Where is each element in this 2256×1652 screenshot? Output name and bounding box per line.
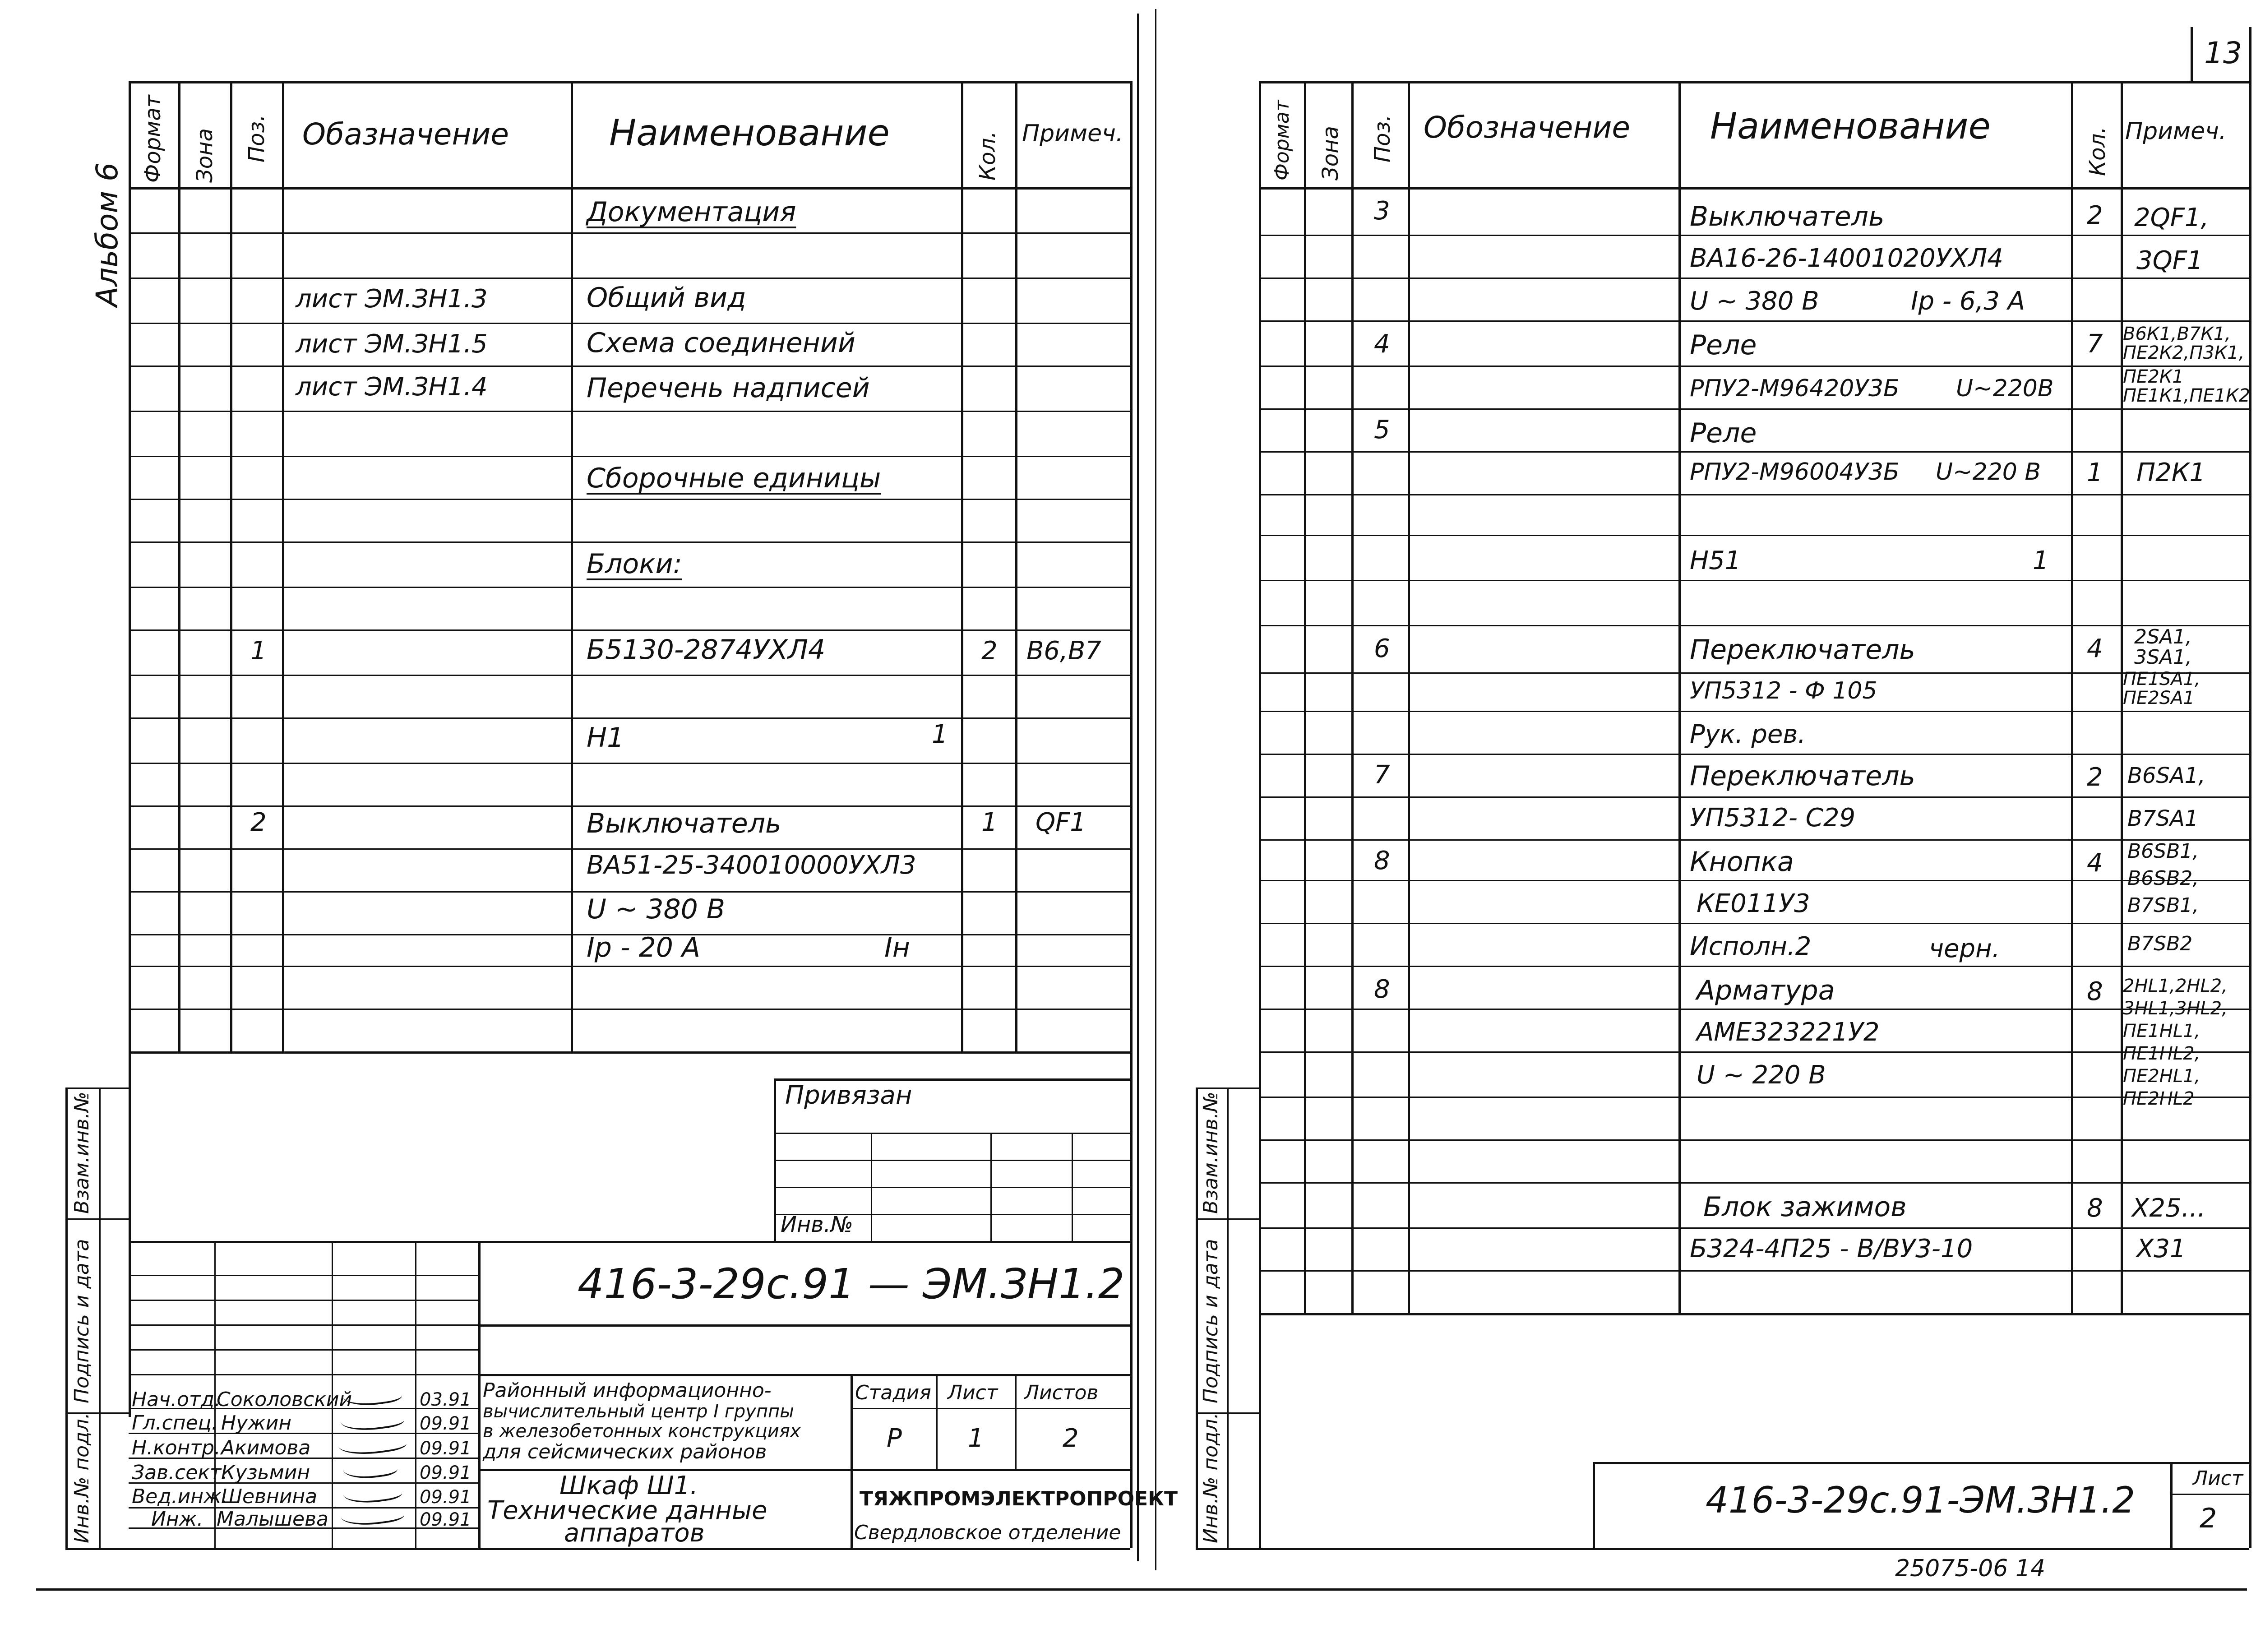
tb-row: [129, 1324, 478, 1326]
designation-cell: лист ЭМ.ЗН1.5: [296, 329, 488, 359]
name-cell: Переключатель: [1690, 760, 1915, 792]
right-col-line: [1678, 81, 1681, 1313]
tb-stage-col: [851, 1374, 853, 1548]
note-cell: В7SВ1,: [2127, 894, 2199, 917]
qty-cell: 8: [2087, 1194, 2103, 1223]
right-stamp-sheet-col: [2170, 1462, 2173, 1548]
titleblock-divider: [478, 1241, 481, 1548]
row-line: [129, 629, 1130, 631]
side-column-left: [65, 1087, 68, 1548]
name-cell: Соколовский: [217, 1388, 352, 1411]
name-cell: Шевнина: [221, 1485, 318, 1508]
row-line: [1259, 1009, 2249, 1010]
name-cell: Б5130-2874УХЛ4: [587, 634, 826, 666]
name-cell-right: U~220 В: [1936, 458, 2041, 486]
name-cell: Н1: [587, 722, 624, 754]
side-inv-podl: Инв.№ подл.: [1199, 1412, 1222, 1543]
side-line: [1196, 1087, 1259, 1089]
name-cell: ВА51-25-340010000УХЛ3: [587, 851, 916, 880]
right-frame-bottom: [1196, 1548, 2249, 1550]
pos-cell: 1: [250, 636, 267, 666]
pos-cell: 2: [250, 808, 267, 837]
row-line: [1259, 451, 2249, 453]
name-cell: Реле: [1690, 417, 1757, 449]
note-cell: 2QF1,: [2134, 203, 2209, 232]
row-line: [1259, 711, 2249, 712]
side-podpis-data: Подпись и дата: [70, 1239, 93, 1403]
row-line: [1259, 1182, 2249, 1184]
note-cell: Х25...: [2132, 1194, 2206, 1223]
org-line: для сейсмических районов: [483, 1440, 767, 1463]
row-line: [1259, 1139, 2249, 1141]
tb-stage-row: [851, 1408, 1130, 1409]
row-line: [129, 411, 1130, 412]
pos-cell: 4: [1374, 329, 1390, 359]
name-cell: РПУ2-М96420У3Б: [1690, 375, 1900, 402]
titleblock-top: [129, 1241, 1130, 1243]
name-cell: Рук. рев.: [1690, 720, 1806, 749]
pos-cell: 7: [1374, 760, 1390, 790]
right-sheet-label: Лист: [2193, 1467, 2243, 1490]
name-cell: Малышева: [217, 1508, 329, 1531]
company-name: ТЯЖПРОМЭЛЕКТРОПРОЕКТ: [860, 1487, 1178, 1510]
row-line: [1259, 366, 2249, 367]
left-frame-bottom: [65, 1548, 1130, 1550]
header-qty: Кол.: [975, 131, 1000, 180]
date-cell: 09.91: [420, 1509, 472, 1530]
name-cell: Выключатель: [587, 808, 781, 839]
company-branch: Свердловское отделение: [854, 1521, 1121, 1544]
tb-col: [415, 1241, 416, 1548]
name-cell: Б324-4П25 - В/ВУ3-10: [1690, 1234, 1973, 1263]
note-cell: ПЕ1HL1,: [2123, 1021, 2201, 1041]
album-label: Альбом 6: [90, 162, 125, 307]
qty-cell: 7: [2087, 329, 2103, 359]
header-designation: Обазначение: [302, 117, 509, 152]
privyazan-inv: Инв.№: [781, 1212, 853, 1237]
doc-title-line: аппаратов: [564, 1518, 705, 1548]
name-cell: ВА16-26-14001020УХЛ4: [1690, 244, 2003, 273]
right-sheet-value: 2: [2200, 1503, 2217, 1534]
pos-cell: 8: [1374, 975, 1390, 1004]
note-cell: QF1: [1036, 808, 1086, 837]
row-line: [129, 717, 1130, 719]
left-col-line: [178, 81, 180, 1051]
name-cell: Кузьмин: [221, 1461, 310, 1484]
header-pos: Поз.: [244, 114, 269, 162]
tb-sheet-col: [936, 1374, 938, 1469]
name-cell: УП5312- С29: [1690, 803, 1856, 833]
qty-cell: 2: [2087, 201, 2103, 230]
role-cell: Инж.: [151, 1508, 203, 1531]
doc-code-right: 416-3-29с.91-ЭМ.ЗН1.2: [1706, 1479, 2136, 1521]
note-cell: 2HL1,2HL2,: [2123, 976, 2228, 996]
name-cell: Нужин: [221, 1411, 292, 1435]
right-stamp-top: [1593, 1462, 2249, 1464]
note-cell: В7SВ2: [2127, 932, 2193, 955]
tb-row: [129, 1374, 478, 1375]
stage-label: Стадия: [855, 1381, 931, 1404]
right-header-line: [1259, 187, 2249, 190]
name-cell: U ~ 220 В: [1697, 1060, 1826, 1090]
name-cell: Н51: [1690, 546, 1741, 575]
side-column-line: [1227, 1087, 1229, 1548]
name-cell-right: черн.: [1929, 934, 2000, 963]
note-cell: В7SA1: [2127, 806, 2199, 831]
name-cell: РПУ2-М96004У3Б: [1690, 458, 1900, 486]
titleblock-code-line: [478, 1324, 1130, 1327]
note-cell: В6SВ1,: [2127, 840, 2199, 863]
row-line: [129, 366, 1130, 367]
name-cell: Общий вид: [587, 282, 746, 314]
row-line: [129, 763, 1130, 764]
left-col-line: [961, 81, 963, 1051]
row-line: [129, 587, 1130, 588]
row-line: [129, 499, 1130, 500]
side-line: [1196, 1218, 1259, 1220]
header-zone: Зона: [192, 128, 217, 183]
sheets-value: 2: [1063, 1424, 1079, 1453]
row-line: [129, 456, 1130, 457]
designation-cell: лист ЭМ.ЗН1.3: [296, 284, 488, 314]
side-podpis-data: Подпись и дата: [1199, 1239, 1222, 1403]
note-cell: 2SA1,: [2134, 625, 2192, 648]
privyazan-line: [774, 1160, 1130, 1161]
left-col-line: [571, 81, 573, 1051]
name-cell: U ~ 380 В: [1690, 287, 1819, 316]
qty-cell: 4: [2087, 848, 2103, 878]
row-line: [129, 323, 1130, 324]
tb-row: [129, 1300, 478, 1301]
header-format: Формат: [140, 95, 166, 183]
name-cell-right: U~220В: [1956, 375, 2054, 402]
header-note: Примеч.: [1022, 120, 1123, 147]
qty-cell: 1: [981, 808, 998, 837]
note-cell: ПЕ2К1: [2123, 366, 2184, 387]
qty-cell: 2: [981, 636, 998, 666]
note-cell: ПЕ1HL2,: [2123, 1043, 2201, 1064]
note-cell: 3QF1: [2136, 246, 2203, 275]
name-cell: Блок зажимов: [1703, 1191, 1907, 1223]
row-line: [129, 541, 1130, 543]
name-cell: АМЕ323221У2: [1697, 1018, 1880, 1047]
side-vzam-inv: Взам.инв.№: [70, 1092, 93, 1214]
note-cell: В6SВ2,: [2127, 867, 2199, 890]
qty-cell: 2: [2087, 763, 2103, 792]
privyazan-label: Привязан: [785, 1081, 912, 1110]
right-col-line: [1351, 81, 1354, 1313]
row-documentation: Документация: [587, 196, 796, 228]
side-line: [65, 1087, 129, 1089]
left-frame-left: [129, 81, 131, 1417]
row-line: [1259, 408, 2249, 410]
page-number: 13: [2204, 36, 2242, 70]
role-cell: Н.контр.: [132, 1436, 221, 1459]
pos-cell: 8: [1374, 846, 1390, 875]
sheets-label: Листов: [1024, 1381, 1099, 1404]
right-table-bottom: [1259, 1313, 2249, 1315]
row-line: [1259, 1270, 2249, 1272]
name-cell: Перечень надписей: [587, 372, 870, 404]
row-line: [1259, 1051, 2249, 1053]
header-qty: Кол.: [2085, 126, 2110, 176]
row-line: [1259, 880, 2249, 881]
note-cell: ПЕ2SA1: [2123, 688, 2195, 708]
row-line: [129, 232, 1130, 234]
sheet-label: Лист: [948, 1381, 998, 1404]
left-frame-top: [129, 81, 1130, 83]
left-header-line: [129, 187, 1130, 190]
note-cell: ПЕ2HL1,: [2123, 1066, 2201, 1087]
header-name: Наименование: [609, 112, 890, 154]
bottom-rule: [36, 1588, 2247, 1591]
qty-cell: 1: [2087, 458, 2103, 487]
side-line: [65, 1218, 129, 1220]
note-cell: Х31: [2136, 1234, 2186, 1263]
right-frame-right: [2249, 27, 2251, 1548]
role-cell: Гл.спец.: [132, 1411, 218, 1435]
header-format: Формат: [1271, 100, 1294, 180]
left-col-line: [230, 81, 232, 1051]
privyazan-col: [1072, 1133, 1073, 1241]
side-column-left: [1196, 1087, 1198, 1548]
right-frame-left: [1259, 81, 1261, 1548]
header-name: Наименование: [1710, 105, 1991, 147]
stage-value: Р: [887, 1424, 902, 1453]
tb-row: [129, 1275, 478, 1276]
qty-cell: 4: [2087, 634, 2103, 663]
date-cell: 09.91: [420, 1438, 472, 1459]
date-cell: 09.91: [420, 1462, 472, 1483]
note-cell: ПЕ1К1,ПЕ1К2: [2123, 385, 2251, 406]
side-vzam-inv: Взам.инв.№: [1199, 1092, 1222, 1214]
tb-org-line: [478, 1374, 1130, 1376]
name-cell-right: 1: [932, 720, 948, 749]
row-line: [129, 891, 1130, 893]
row-line: [1259, 796, 2249, 798]
name-cell-right: 1: [2033, 546, 2049, 575]
header-pos: Поз.: [1370, 114, 1395, 162]
note-cell: В6К1,В7К1,: [2123, 324, 2231, 344]
left-col-line: [282, 81, 284, 1051]
note-cell: В6SA1,: [2127, 763, 2205, 788]
note-cell: 3SA1,: [2134, 646, 2192, 669]
header-zone: Зона: [1318, 126, 1343, 180]
side-inv-podl: Инв.№ подл.: [70, 1412, 93, 1543]
note-cell: В6,В7: [1026, 636, 1101, 666]
header-designation: Обозначение: [1424, 110, 1630, 145]
row-line: [1259, 494, 2249, 495]
tb-sheets-col: [1015, 1374, 1017, 1469]
doc-title-line: Технические данные: [487, 1496, 767, 1525]
row-line: [1259, 580, 2249, 581]
row-line: [1259, 754, 2249, 755]
row-line: [1259, 966, 2249, 967]
left-sheet-edge: [1137, 14, 1139, 1561]
signature-mark: [340, 1500, 405, 1529]
doc-code-left: 416-3-29с.91 — ЭМ.ЗН1.2: [578, 1260, 1125, 1308]
qty-cell: 8: [2087, 977, 2103, 1006]
role-cell: Вед.инж.: [132, 1485, 228, 1508]
privyazan-line: [774, 1133, 1130, 1134]
note-cell: ПЕ2К2,П3К1,: [2123, 342, 2245, 363]
row-line: [1259, 1227, 2249, 1229]
left-frame-right: [1130, 81, 1133, 1548]
pos-cell: 6: [1374, 634, 1390, 663]
privyazan-col: [990, 1133, 992, 1241]
name-cell-right: Ір - 6,3 А: [1911, 287, 2025, 316]
name-cell-right: Ін: [884, 932, 910, 963]
right-col-line: [1304, 81, 1306, 1313]
row-line: [129, 278, 1130, 279]
privyazan-col: [871, 1133, 872, 1241]
row-blocks: Блоки:: [587, 548, 682, 580]
designation-cell: лист ЭМ.ЗН1.4: [296, 372, 488, 402]
name-cell: Реле: [1690, 329, 1757, 361]
row-line: [129, 966, 1130, 967]
privyazan-line: [774, 1187, 1130, 1188]
note-cell: П2К1: [2136, 458, 2206, 487]
name-cell: Выключатель: [1690, 201, 1885, 232]
row-line: [1259, 839, 2249, 841]
note-cell: ПЕ2HL2: [2123, 1088, 2195, 1109]
name-cell: Арматура: [1697, 975, 1835, 1006]
right-stamp-left: [1593, 1462, 1595, 1548]
tb-row: [129, 1349, 478, 1351]
name-cell: УП5312 - Ф 105: [1690, 677, 1877, 704]
name-cell: Кнопка: [1690, 846, 1794, 878]
row-line: [1259, 278, 2249, 279]
note-cell: ПЕ1SA1,: [2123, 669, 2201, 689]
left-col-line: [1015, 81, 1017, 1051]
row-line: [1259, 672, 2249, 674]
row-line: [1259, 235, 2249, 236]
right-col-line: [1408, 81, 1410, 1313]
role-cell: Нач.отд.: [132, 1388, 221, 1411]
row-line: [1259, 1097, 2249, 1098]
name-cell: U ~ 380 В: [587, 893, 726, 925]
right-col-line: [2071, 81, 2073, 1313]
date-cell: 09.91: [420, 1413, 472, 1434]
date-cell: 09.91: [420, 1487, 472, 1508]
org-line: вычислительный центр I группы: [483, 1401, 794, 1422]
row-assembly-units: Сборочные единицы: [587, 463, 881, 494]
pos-cell: 5: [1374, 415, 1390, 444]
left-table-bottom: [129, 1051, 1130, 1054]
side-column-line: [99, 1087, 101, 1548]
row-line: [129, 1009, 1130, 1010]
row-line: [129, 675, 1130, 676]
archive-number: 25075-06 14: [1895, 1555, 2046, 1582]
pos-cell: 3: [1374, 196, 1390, 226]
row-line: [129, 848, 1130, 850]
org-line: Районный информационно-: [483, 1379, 772, 1402]
page-fold-line: [1155, 9, 1156, 1570]
name-cell: Ір - 20 А: [587, 932, 701, 963]
note-cell: 3HL1,3HL2,: [2123, 998, 2228, 1019]
row-line: [1259, 625, 2249, 626]
role-cell: Зав.сект.: [132, 1461, 228, 1484]
name-cell: КЕ011У3: [1697, 889, 1810, 918]
right-stamp-sheet-line: [2170, 1494, 2249, 1495]
date-cell: 03.91: [420, 1389, 472, 1410]
org-line: в железобетонных конструкциях: [483, 1421, 801, 1442]
row-line: [129, 805, 1130, 807]
row-line: [1259, 320, 2249, 322]
name-cell: Акимова: [221, 1436, 311, 1459]
header-note: Примеч.: [2125, 118, 2227, 145]
sheet-value: 1: [968, 1424, 984, 1453]
name-cell: Исполн.2: [1690, 932, 1812, 961]
doc-title-line: Шкаф Ш1.: [559, 1471, 698, 1500]
name-cell: Переключатель: [1690, 634, 1915, 666]
name-cell: Схема соединений: [587, 327, 855, 359]
row-line: [1259, 923, 2249, 924]
row-line: [1259, 535, 2249, 536]
